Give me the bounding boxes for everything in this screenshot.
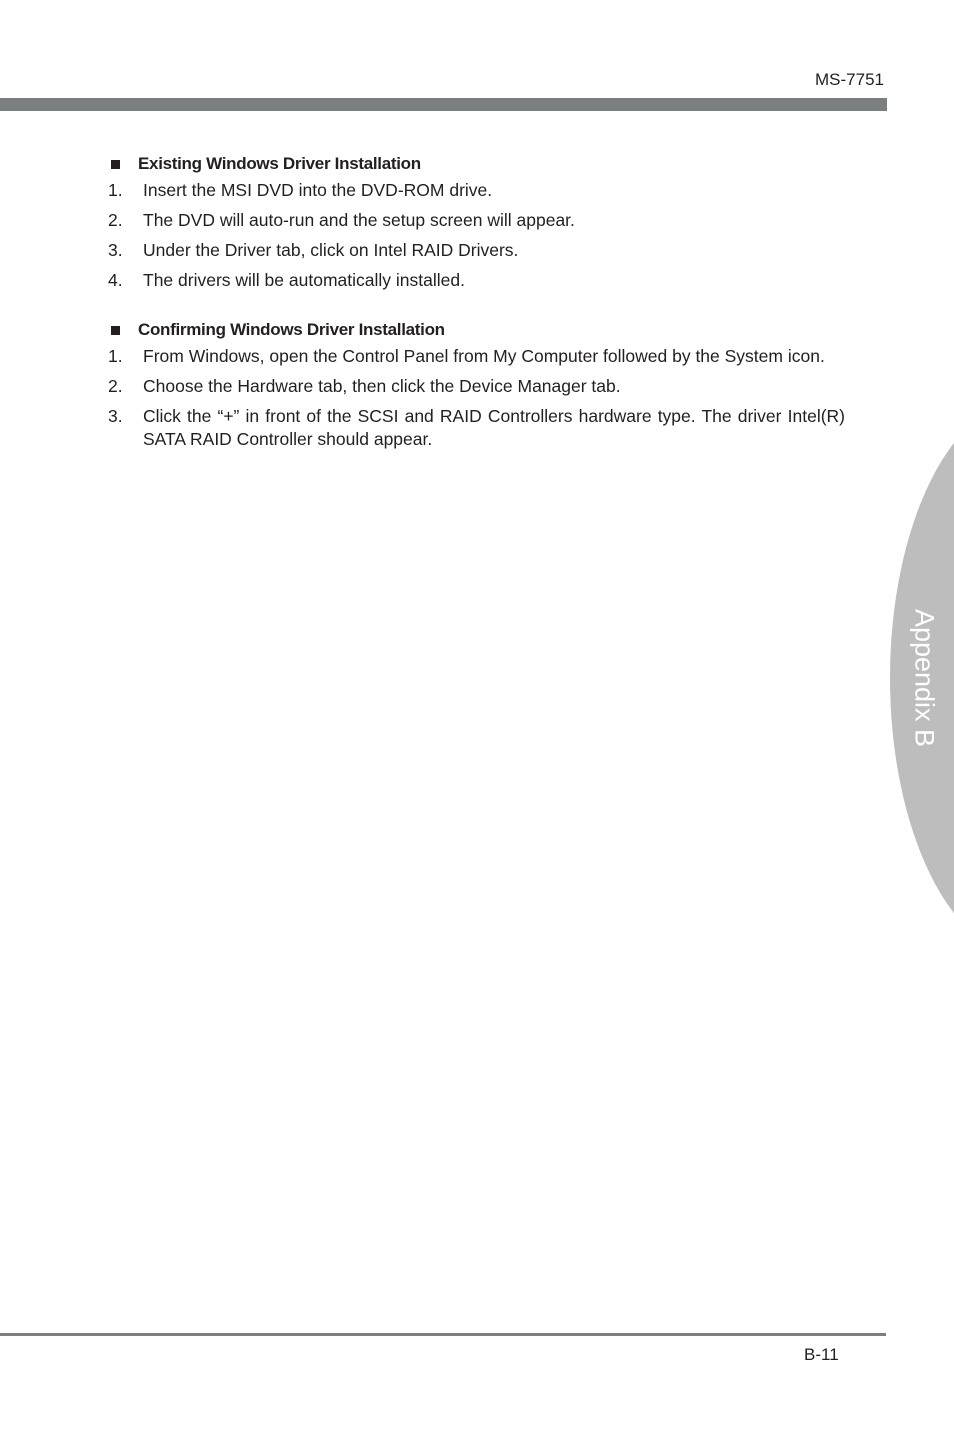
step-text: The DVD will auto-run and the setup screen will appear. (143, 210, 575, 230)
square-bullet-icon (111, 160, 120, 169)
step-number: 3. (108, 240, 123, 260)
step-number: 2. (108, 376, 123, 396)
step-number: 1. (108, 180, 123, 200)
section-confirming-driver-installation (108, 318, 845, 451)
main-content (108, 152, 845, 477)
step-text: Click the “+” in front of the SCSI and RAID Controllers hardware type. The driver Intel(R) SATA RAID Controller should appear. (143, 406, 845, 449)
square-bullet-icon (111, 326, 120, 335)
list-item (108, 375, 845, 398)
footer-rule (0, 1333, 886, 1336)
step-text: Under the Driver tab, click on Intel RAID Drivers. (143, 240, 519, 260)
list-item (108, 405, 845, 451)
steps-list (108, 179, 845, 292)
steps-list (108, 345, 845, 451)
step-text: Insert the MSI DVD into the DVD-ROM drive. (143, 180, 493, 200)
list-item (108, 209, 845, 232)
list-item (108, 345, 845, 368)
step-number: 1. (108, 346, 123, 366)
step-text: Choose the Hardware tab, then click the Device Manager tab. (143, 376, 621, 396)
list-item (108, 239, 845, 262)
section-title: Confirming Windows Driver Installation (138, 320, 445, 339)
step-text: From Windows, open the Control Panel from My Computer followed by the System icon. (143, 346, 825, 366)
list-item (108, 269, 845, 292)
page-number: B-11 (804, 1345, 839, 1364)
section-heading (108, 318, 845, 342)
header-bar (0, 98, 887, 111)
appendix-tab-label: Appendix B (909, 608, 940, 748)
model-number: MS-7751 (815, 70, 884, 89)
list-item (108, 179, 845, 202)
step-text: The drivers will be automatically installed. (143, 270, 465, 290)
section-existing-driver-installation (108, 152, 845, 292)
step-number: 3. (108, 406, 123, 426)
section-heading (108, 152, 845, 176)
section-title: Existing Windows Driver Installation (138, 154, 421, 173)
step-number: 4. (108, 270, 123, 290)
step-number: 2. (108, 210, 123, 230)
